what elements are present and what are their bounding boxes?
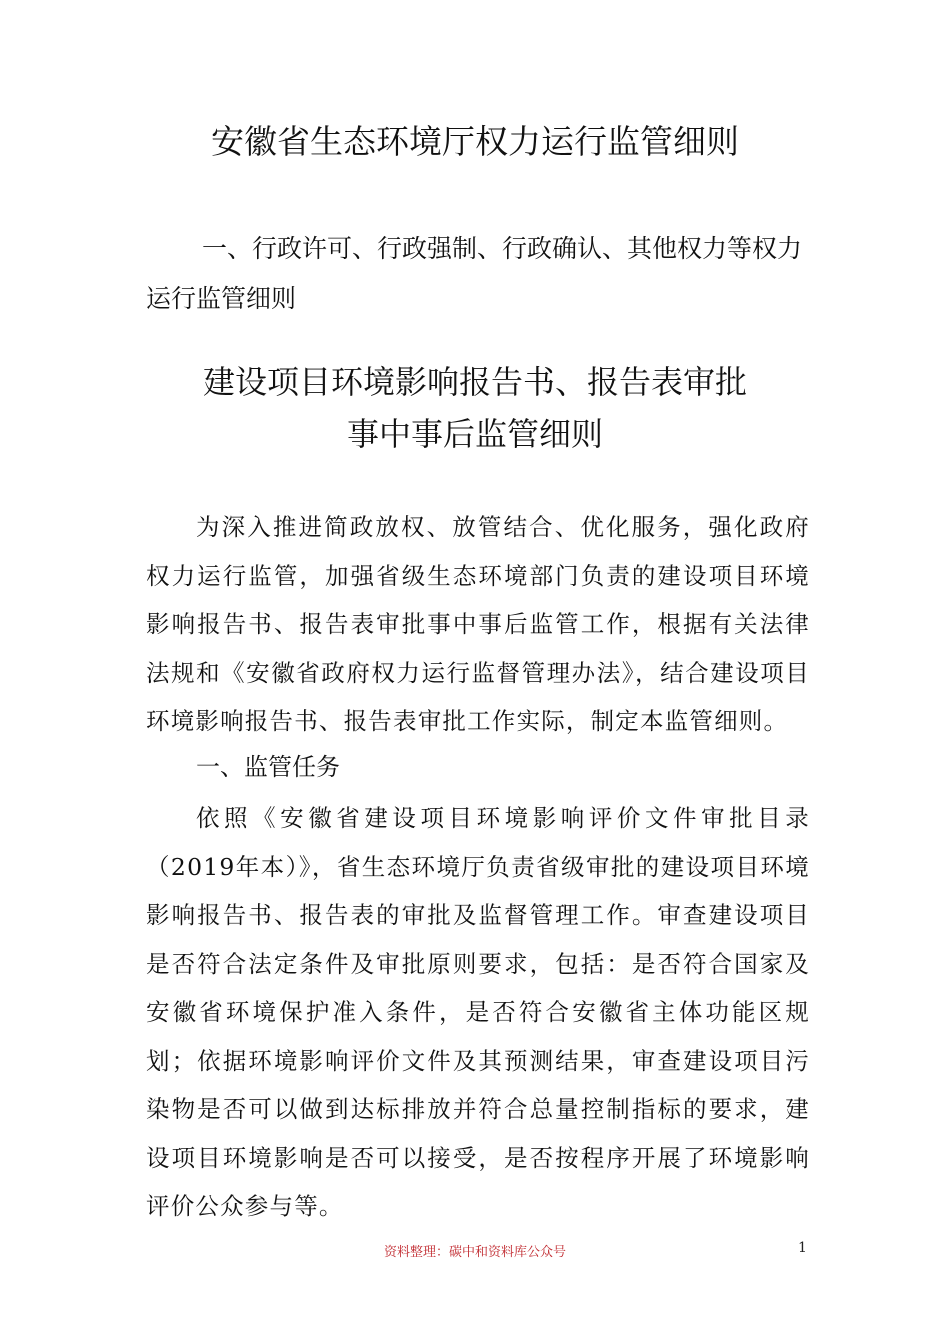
sub-title-line-2: 事中事后监管细则 — [346, 415, 603, 453]
intro-paragraph: 为深入推进简政放权、放管结合、优化服务，强化政府权力运行监管，加强省级生态环境部门负责的建设项目环境影响报告书、报告表审批事中事后监管工作，根据有关法律法规和《安徽省政府权力运行监督管理办法》，结合建设项目环境影响报告书、报告表审批工作实际，制定本监管细则。 — [146, 513, 810, 735]
supervision-paragraph: 依照《安徽省建设项目环境影响评价文件审批目录（2019年本）》，省生态环境厅负责省级审批的建设项目环境影响报告书、报告表的审批及监督管理工作。审查建设项目是否符合法定条件及审批原则要求，包括：是否符合国家及安徽省环境保护准入条件，是否符合安徽省主体功能区规划；依据环境影响评价文件及其预测结果，审查建设项目污染物是否可以做到达标排放并符合总量控制指标的要求，建设项目环境影响是否可以接受，是否按程序开展了环境影响评价公众参与等。 — [146, 804, 810, 1220]
sub-title-line-1: 建设项目环境影响报告书、报告表审批 — [202, 363, 747, 401]
footer-source: 资料整理：碳中和资料库公众号 — [383, 1245, 566, 1260]
document-title: 安徽省生态环境厅权力运行监管细则 — [211, 122, 739, 161]
page-number: 1 — [798, 1240, 807, 1256]
sub-title — [0, 356, 950, 460]
heading-supervision-tasks: 一、监管任务 — [196, 753, 340, 781]
section-heading: 一、行政许可、行政强制、行政确认、其他权力等权力运行监管细则 — [146, 234, 803, 313]
